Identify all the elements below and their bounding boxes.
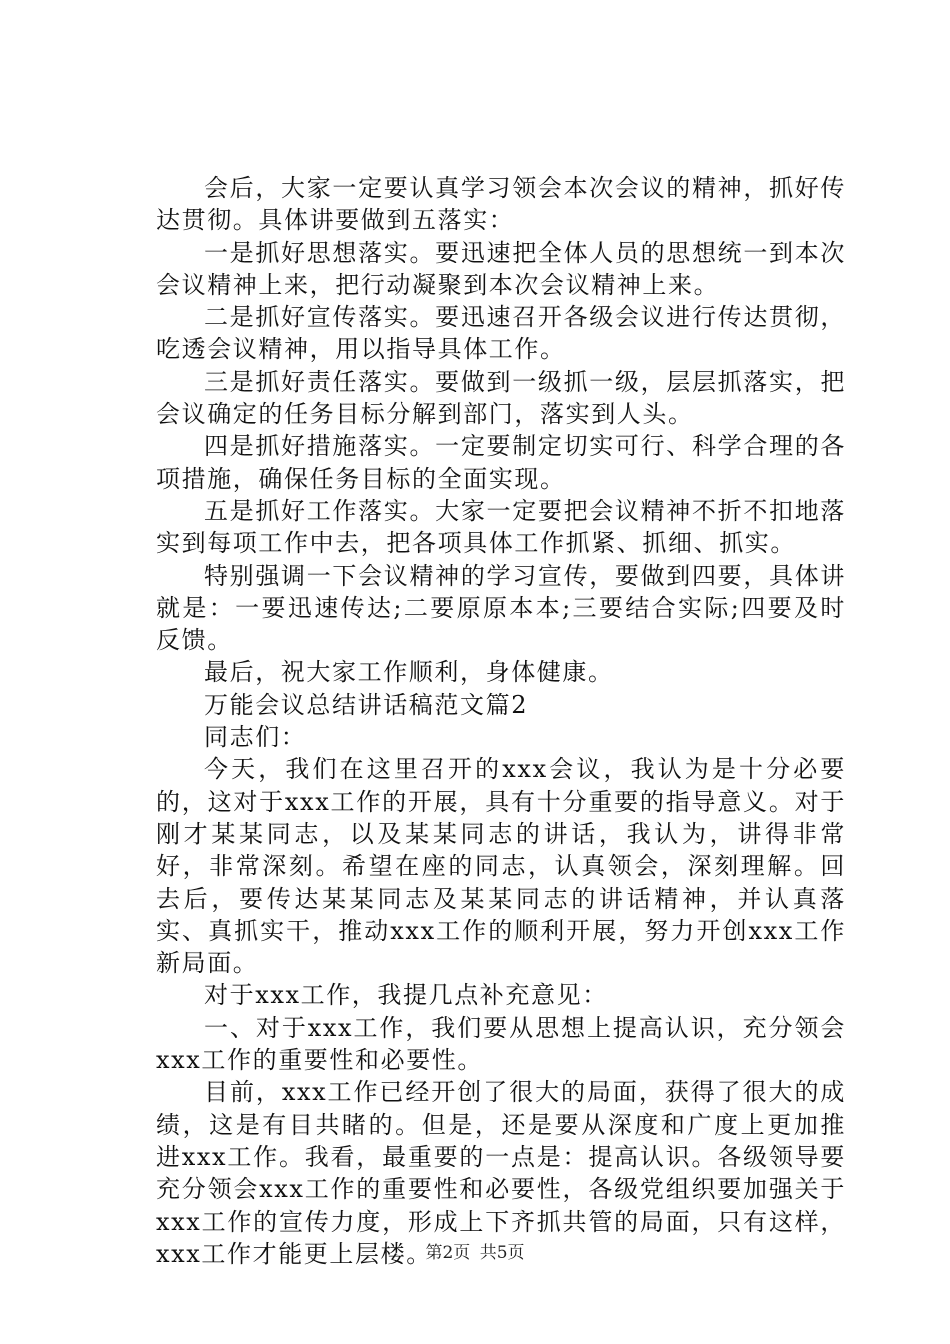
page-footer: [0, 1242, 950, 1264]
paragraph: 四是抓好措施落实。一定要制定切实可行、科学合理的各项措施，确保任务目标的全面实现。: [156, 432, 846, 493]
paragraph: 特别强调一下会议精神的学习宣传，要做到四要，具体讲就是：一要迅速传达;二要原原本本;三要结合实际;四要及时反馈。: [156, 561, 846, 655]
section-heading: 万能会议总结讲话稿范文篇2: [204, 690, 529, 719]
paragraph: 今天，我们在这里召开的xxx会议，我认为是十分必要的，这对于xxx工作的开展，具有十分重要的指导意义。对于刚才某某同志，以及某某同志的讲话，我认为，讲得非常好，非常深刻。希望在座的同志，认真领会，深刻理解。回去后，要传达某某同志及某某同志的讲话精神，并认真落实、真抓实干，推动xxx工作的顺利开展，努力开创xxx工作新局面。: [156, 755, 846, 978]
paragraph: 一、对于xxx工作，我们要从思想上提高认识，充分领会xxx工作的重要性和必要性。: [156, 1013, 846, 1075]
paragraph: 一是抓好思想落实。要迅速把全体人员的思想统一到本次会议精神上来，把行动凝聚到本次会议精神上来。: [156, 238, 846, 299]
paragraph: 三是抓好责任落实。要做到一级抓一级，层层抓落实，把会议确定的任务目标分解到部门，落实到人头。: [156, 367, 846, 429]
paragraph: 五是抓好工作落实。大家一定要把会议精神不折不扣地落实到每项工作中去，把各项具体工作抓紧、抓细、抓实。: [156, 496, 846, 558]
paragraph: 最后，祝大家工作顺利，身体健康。: [204, 658, 614, 687]
document-body: [156, 172, 846, 1270]
page-number: 第2页: [425, 1243, 471, 1263]
paragraph: 二是抓好宣传落实。要迅速召开各级会议进行传达贯彻，吃透会议精神，用以指导具体工作。: [156, 303, 846, 364]
paragraph: 目前，xxx工作已经开创了很大的局面，获得了很大的成绩，这是有目共睹的。但是，还是要从深度和广度上更加推进xxx工作。我看，最重要的一点是：提高认识。各级领导要充分领会xxx工作的重要性和必要性，各级党组织要加强关于xxx工作的宣传力度，形成上下齐抓共管的局面，只有这样，xxx工作才能更上层楼。: [156, 1078, 846, 1268]
paragraph: 对于xxx工作，我提几点补充意见：: [204, 981, 608, 1010]
page-total: 共5页: [479, 1243, 525, 1263]
paragraph: 会后，大家一定要认真学习领会本次会议的精神，抓好传达贯彻。具体讲要做到五落实：: [156, 174, 846, 235]
salutation: 同志们：: [204, 723, 307, 752]
